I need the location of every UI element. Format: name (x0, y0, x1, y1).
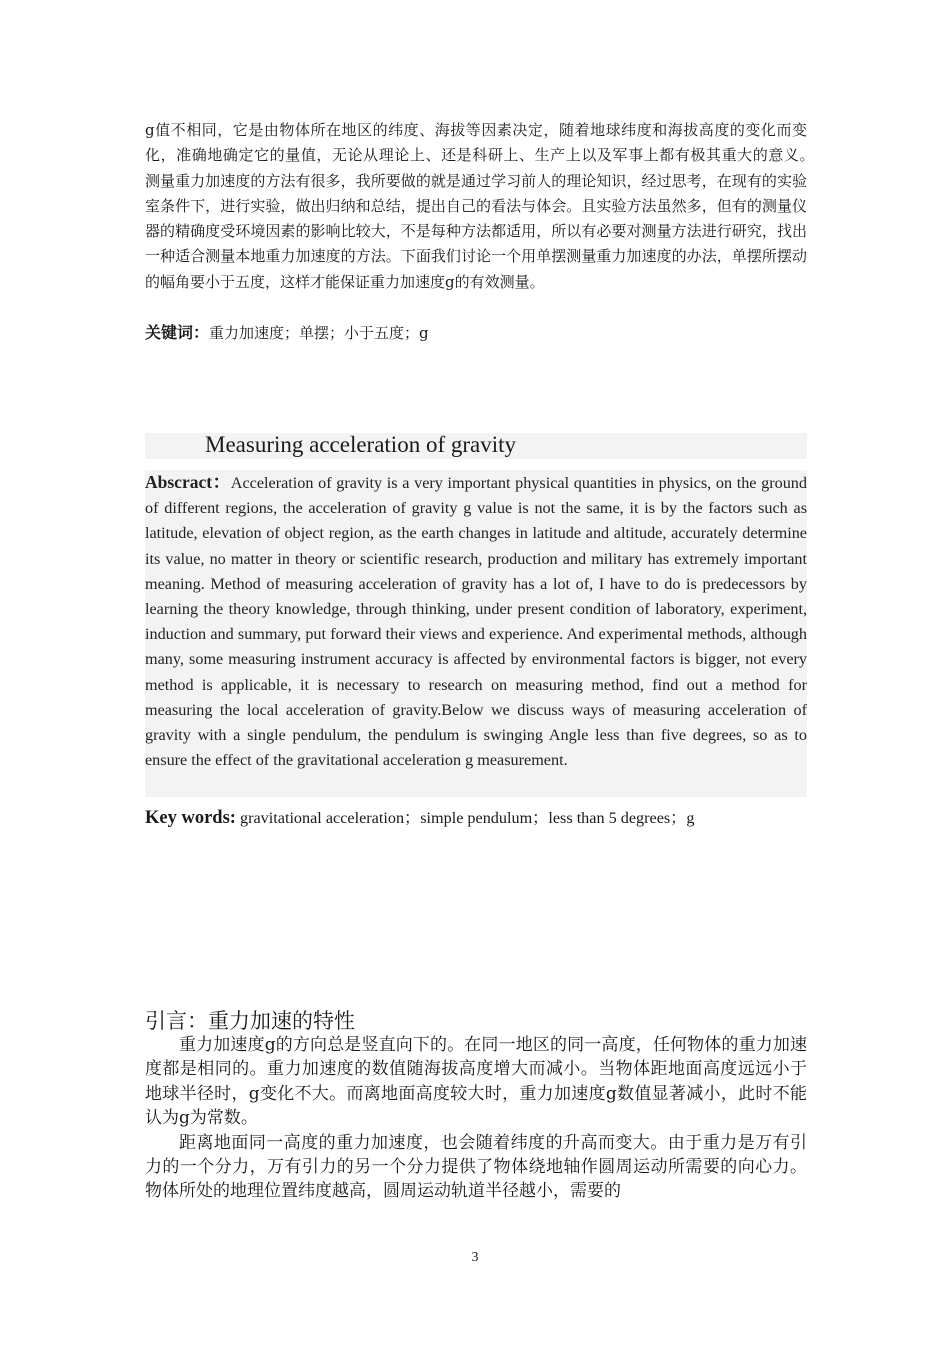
english-keywords-value: gravitational acceleration；simple pendulum；less than 5 degrees；g (240, 809, 695, 827)
english-abstract-text: Acceleration of gravity is a very important physical quantities in physics, on the ground of different regions, the acceleration of gravity g value is not the same, it is by the factors such as latitude, elevation of object region, as the earth changes in latitude and altitude, accurately determine its value, no matter in theory or scientific research, production and military has extremely important meaning. Method of measuring acceleration of gravity has a lot of, I have to do is predecessors by learning the theory knowledge, through thinking, under present condition of laboratory, experiment, induction and summary, put forward their views and experience. And experimental methods, although many, some measuring instrument accuracy is affected by environmental factors is bigger, not every method is applicable, it is necessary to research on measuring method, find out a method for measuring the local acceleration of gravity.Below we discuss ways of measuring acceleration of gravity with a single pendulum, the pendulum is swinging Angle less than five degrees, so as to ensure the effect of the gravitational acceleration g measurement. (145, 474, 807, 770)
intro-paragraph: 重力加速度g的方向总是竖直向下的。在同一地区的同一高度，任何物体的重力加速度都是相同的。重力加速度的数值随海拔高度增大而减小。当物体距地面高度远远小于地球半径时，g变化不大。而离地面高度较大时，重力加速度g数值显著减小，此时不能认为g为常数。 (145, 1035, 807, 1129)
english-title: Measuring acceleration of gravity (205, 432, 517, 457)
english-keywords (145, 806, 807, 831)
chinese-abstract-paragraph: g值不相同，它是由物体所在地区的纬度、海拔等因素决定，随着地球纬度和海拔高度的变化而变化，准确地确定它的量值，无论从理论上、还是科研上、生产上以及军事上都有极其重大的意义。 测量重力加速度的方法有很多，我所要做的就是通过学习前人的理论知识，经过思考，在现有的实验室条件下，进行实验，做出归纳和总结，提出自己的看法与体会。且实验方法虽然多，但有的测量仪器的精确度受环境因素的影响比较大，不是每种方法都适用，所以有必要对测量方法进行研究，找出一种适合测量本地重力加速度的方法。下面我们讨论一个用单摆测量重力加速度的办法，单摆所摆动的幅角要小于五度，这样才能保证重力加速度g的有效测量。 (145, 121, 823, 291)
intro-paragraph: 距离地面同一高度的重力加速度，也会随着纬度的升高而变大。由于重力是万有引力的一个分力，万有引力的另一个分力提供了物体绕地轴作圆周运动所需要的向心力。物体所处的地理位置纬度越高，圆周运动轨道半径越小，需要的 (145, 1132, 807, 1202)
intro-body (145, 1033, 807, 1204)
english-abstract-block (145, 470, 807, 797)
english-abstract-label: Abscract： (145, 472, 231, 492)
english-title-block (145, 433, 807, 459)
english-keywords-label: Key words: (145, 808, 236, 828)
english-abstract-paragraph (145, 470, 807, 773)
intro-heading: 引言：重力加速的特性 (145, 1009, 355, 1033)
chinese-keywords (145, 320, 807, 346)
chinese-keywords-label: 关键词： (145, 323, 210, 342)
page-number: 3 (471, 1250, 479, 1265)
chinese-keywords-value: 重力加速度；单摆；小于五度；g (209, 324, 429, 342)
